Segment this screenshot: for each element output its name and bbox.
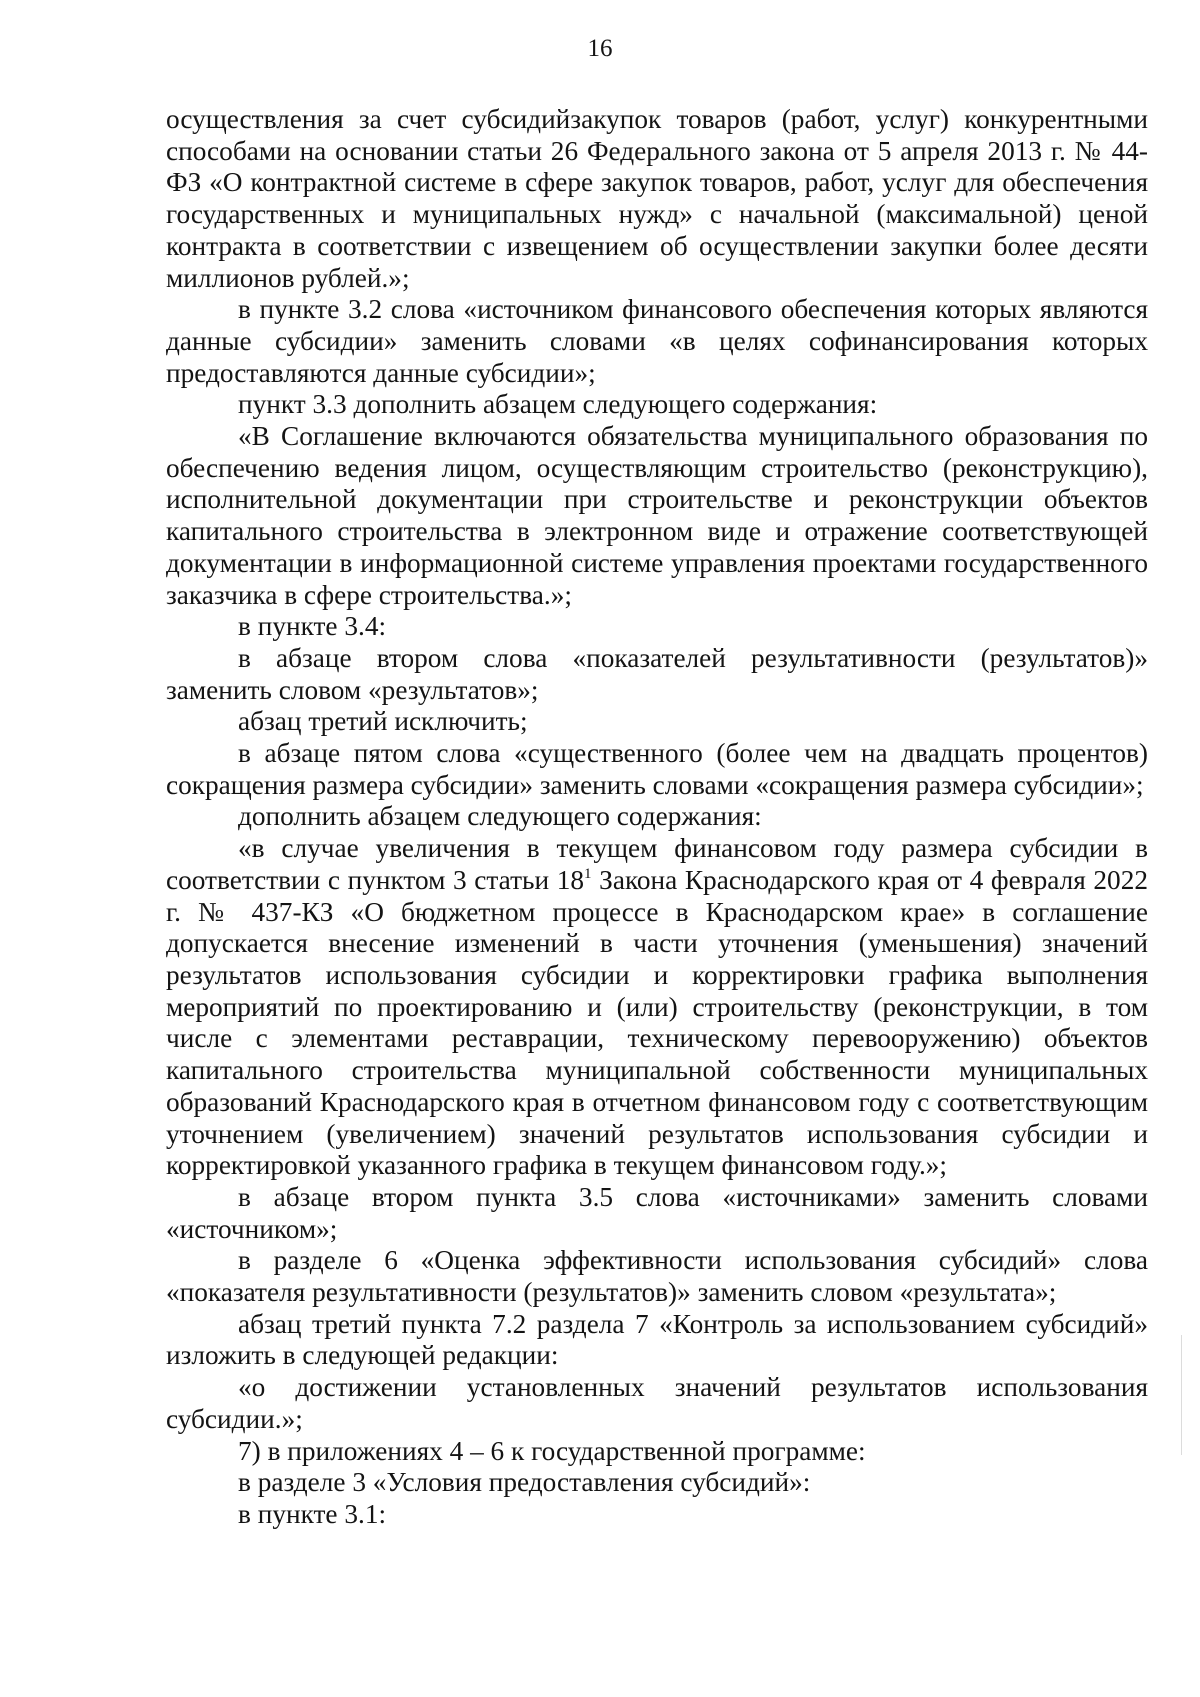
paragraph: осуществления за счет субсидийзакупок товаров (работ, услуг) конкурентными способами на основании статьи 26 Федерального закона от 5 апреля 2013 г. № 44-ФЗ «О контрактной системе в сфере закупок товаров, работ, услуг для обеспечения государственных и муниципальных нужд» с начальной (максимальной) ценой контракта в соответствии с извещением об осуществлении закупки более десяти миллионов рублей.»; (166, 104, 1148, 293)
paragraph-text-part: «в случае увеличения в текущем финансовом году размера субсидии в соответствии с пунктом 3 статьи 18 (166, 833, 1148, 895)
paragraph: в разделе 6 «Оценка эффективности использования субсидий» слова «показателя результативности (результатов)» заменить словом «результата»; (166, 1245, 1148, 1308)
paragraph: 7) в приложениях 4 – 6 к государственной программе: (238, 1435, 866, 1466)
paragraph: абзац третий пункта 7.2 раздела 7 «Контроль за использованием субсидий» изложить в следующей редакции: (166, 1308, 1148, 1371)
paragraph: дополнить абзацем следующего содержания: (238, 801, 762, 832)
document-body (166, 104, 1148, 1531)
paragraph-text-part: Закона Краснодарского края от 4 февраля 2022 г. № 437-КЗ «О бюджетном процессе в Краснодарском крае» в соглашение допускается внесение изменений в части уточнения (уменьшения) значений результатов использования субсидии и корректировки графика выполнения мероприятий по проектированию и (или) строительству (реконструкции, в том числе с элементами реставрации, техническому перевооружению) объектов капитального строительства муниципальной собственности муниципальных образований Краснодарского края в отчетном финансовом году с соответствующим уточнением (увеличением) значений результатов использования субсидии и корректировкой указанного графика в текущем финансовом году.»; (166, 864, 1148, 1181)
paragraph: «о достижении установленных значений результатов использования субсидии.»; (166, 1372, 1148, 1434)
scan-edge-mark (1181, 1335, 1182, 1455)
paragraph: абзац третий исключить; (238, 706, 528, 737)
superscript-article-index: 1 (584, 865, 592, 882)
paragraph-with-footnote-reference (166, 833, 1148, 1182)
paragraph: в разделе 3 «Условия предоставления субсидий»: (238, 1467, 811, 1498)
paragraph: в абзаце пятом слова «существенного (более чем на двадцать процентов) сокращения размера субсидии» заменить словами «сокращения размера субсидии»; (166, 738, 1148, 800)
paragraph: «В Соглашение включаются обязательства муниципального образования по обеспечению ведения лицом, осуществляющим строительство (реконструкцию), исполнительной документации при строительстве и реконструкции объектов капитального строительства в электронном виде и отражение соответствующей документации в информационной системе управления проектами государственного заказчика в сфере строительства.»; (166, 421, 1148, 610)
paragraph: в абзаце втором пункта 3.5 слова «источниками» заменить словами «источником»; (166, 1181, 1148, 1244)
paragraph: в пункте 3.2 слова «источником финансового обеспечения которых являются данные субсидии» заменить словами «в целях софинансирования которых предоставляются данные субсидии»; (166, 294, 1148, 388)
paragraph: в пункте 3.1: (238, 1498, 387, 1529)
page-number: 16 (587, 35, 613, 62)
paragraph: в пункте 3.4: (238, 611, 387, 642)
paragraph: в абзаце втором слова «показателей результативности (результатов)» заменить словом «результатов»; (166, 642, 1148, 705)
paragraph: пункт 3.3 дополнить абзацем следующего содержания: (238, 389, 878, 420)
